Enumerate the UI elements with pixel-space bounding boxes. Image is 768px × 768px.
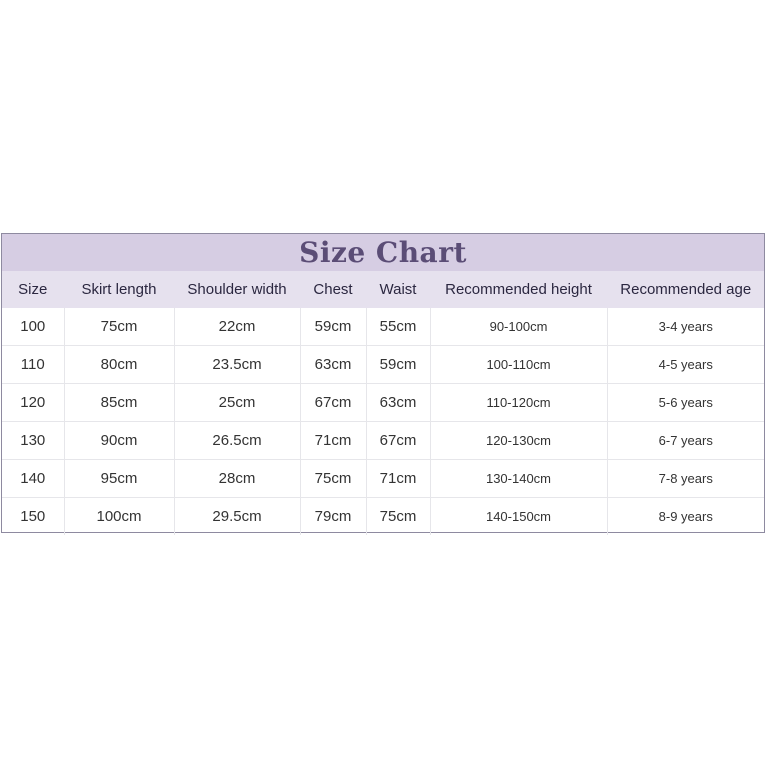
cell-size: 110 xyxy=(2,346,64,384)
chart-title: Size Chart xyxy=(299,235,467,269)
table-row xyxy=(2,498,764,536)
cell-recommended-height: 120-130cm xyxy=(430,422,607,460)
table-row xyxy=(2,308,764,346)
cell-shoulder-width: 22cm xyxy=(174,308,300,346)
table-row xyxy=(2,460,764,498)
cell-recommended-age: 5-6 years xyxy=(607,384,764,422)
cell-chest: 75cm xyxy=(300,460,366,498)
cell-skirt-length: 80cm xyxy=(64,346,174,384)
cell-chest: 59cm xyxy=(300,308,366,346)
cell-waist: 55cm xyxy=(366,308,430,346)
cell-skirt-length: 95cm xyxy=(64,460,174,498)
cell-recommended-age: 8-9 years xyxy=(607,498,764,536)
cell-recommended-age: 7-8 years xyxy=(607,460,764,498)
cell-skirt-length: 85cm xyxy=(64,384,174,422)
cell-recommended-age: 4-5 years xyxy=(607,346,764,384)
size-table xyxy=(2,271,764,535)
cell-waist: 59cm xyxy=(366,346,430,384)
cell-waist: 71cm xyxy=(366,460,430,498)
header-row xyxy=(2,271,764,308)
table-row xyxy=(2,384,764,422)
cell-size: 150 xyxy=(2,498,64,536)
cell-skirt-length: 100cm xyxy=(64,498,174,536)
cell-waist: 75cm xyxy=(366,498,430,536)
cell-size: 130 xyxy=(2,422,64,460)
cell-recommended-height: 130-140cm xyxy=(430,460,607,498)
cell-skirt-length: 75cm xyxy=(64,308,174,346)
cell-waist: 67cm xyxy=(366,422,430,460)
header-shoulder-width: Shoulder width xyxy=(174,271,300,308)
cell-chest: 63cm xyxy=(300,346,366,384)
cell-recommended-height: 110-120cm xyxy=(430,384,607,422)
table-row xyxy=(2,422,764,460)
cell-recommended-age: 6-7 years xyxy=(607,422,764,460)
cell-shoulder-width: 29.5cm xyxy=(174,498,300,536)
cell-shoulder-width: 28cm xyxy=(174,460,300,498)
cell-recommended-height: 100-110cm xyxy=(430,346,607,384)
title-bar xyxy=(2,234,764,271)
cell-shoulder-width: 25cm xyxy=(174,384,300,422)
header-waist: Waist xyxy=(366,271,430,308)
cell-recommended-age: 3-4 years xyxy=(607,308,764,346)
header-chest: Chest xyxy=(300,271,366,308)
cell-size: 120 xyxy=(2,384,64,422)
cell-recommended-height: 90-100cm xyxy=(430,308,607,346)
cell-chest: 71cm xyxy=(300,422,366,460)
table-row xyxy=(2,346,764,384)
header-skirt-length: Skirt length xyxy=(64,271,174,308)
cell-skirt-length: 90cm xyxy=(64,422,174,460)
cell-recommended-height: 140-150cm xyxy=(430,498,607,536)
cell-size: 100 xyxy=(20,318,46,335)
cell-size: 140 xyxy=(2,460,64,498)
cell-waist: 63cm xyxy=(366,384,430,422)
cell-shoulder-width: 26.5cm xyxy=(174,422,300,460)
cell-chest: 79cm xyxy=(300,498,366,536)
header-recommended-height: Recommended height xyxy=(430,271,607,308)
header-size: Size xyxy=(18,281,48,298)
size-chart xyxy=(1,233,765,533)
cell-chest: 67cm xyxy=(300,384,366,422)
cell-shoulder-width: 23.5cm xyxy=(174,346,300,384)
header-recommended-age: Recommended age xyxy=(607,271,764,308)
